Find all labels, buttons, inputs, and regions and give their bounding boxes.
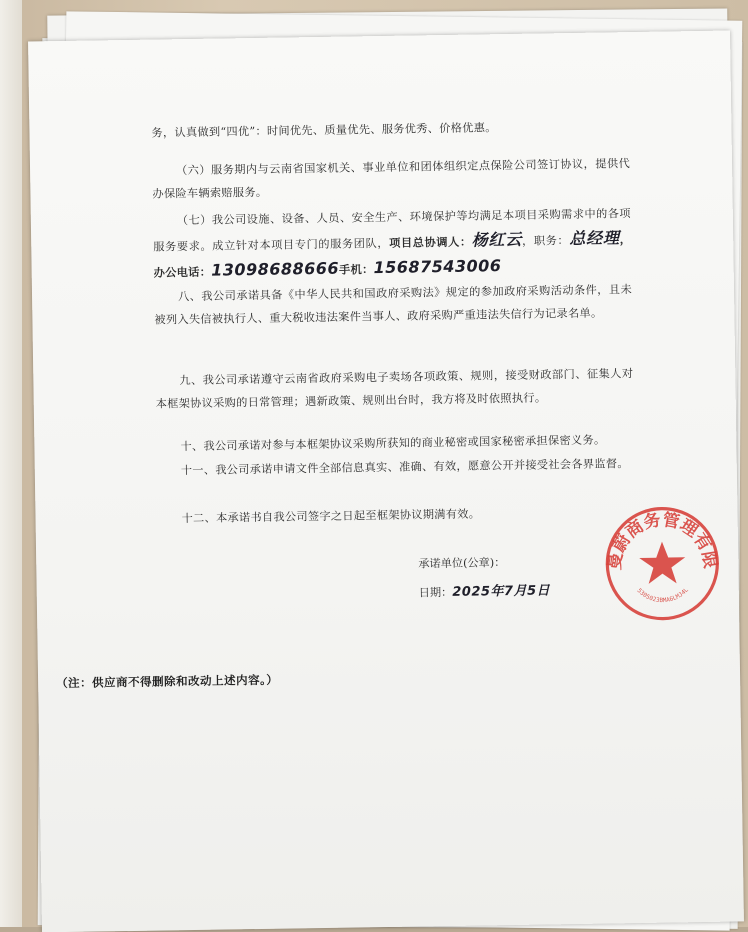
company-seal-stamp [603, 505, 721, 623]
seal-text: 保山曼蔚商务管理有限公司 [604, 510, 721, 572]
left-edge-strip [0, 0, 22, 927]
paragraph-8 [154, 278, 633, 332]
paragraph-12 [157, 500, 635, 531]
paragraph-text: 十二、本承诺书自我公司签字之日起至框架协议期满有效。 [181, 507, 481, 526]
date-line [419, 579, 551, 600]
paragraph-7 [153, 202, 632, 285]
paragraph-text: 十一、我公司承诺申请文件全部信息真实、准确、有效，愿意公开并接受社会各界监督。 [180, 457, 629, 478]
paragraph-text: （七）我公司设施、设备、人员、安全生产、环境保护等均满足本项目采购需求中的各项服务要求。成立针对本项目专门的服务团队， [153, 207, 631, 254]
note-text: （注：供应商不得删除和改动上述内容。） [56, 672, 279, 691]
post-signature: 总经理 [569, 228, 620, 249]
paragraph-text: （六）服务期内与云南省国家机关、事业单位和团体组织定点保险公司签订协议，提供代办保险车辆索赔服务。 [152, 157, 631, 201]
coordinator-label: 项目总协调人： [389, 234, 472, 250]
seal-code: 5305023BMA6LMJ4L [635, 586, 690, 605]
office-phone-value: 13098688666 [210, 258, 340, 280]
mobile-label: 手机： [338, 262, 374, 277]
paragraph-text: 务，认真做到“四优”：时间优先、质量优先、服务优秀、价格优惠。 [151, 121, 497, 140]
office-phone-label: ，办公电话： [153, 232, 632, 280]
paragraph-6 [152, 152, 631, 206]
seal-graphic [603, 505, 721, 623]
signer-label: 承诺单位(公章)： [418, 556, 506, 571]
seal-star-icon [639, 541, 686, 584]
date-label: 日期： [418, 585, 453, 600]
paragraph-text: 十、我公司承诺对参与本框架协议采购所获知的商业秘密或国家秘密承担保密义务。 [180, 433, 606, 454]
document-page [28, 30, 744, 932]
date-handwritten: 2025年7月5日 [452, 583, 551, 600]
paragraph-text: 八、我公司承诺具备《中华人民共和国政府采购法》规定的参加政府采购活动条件，且未被列入失信被执行人、重大税收违法案件当事人、政府采购严重违法失信行为记录名单。 [154, 283, 633, 327]
supplier-note [56, 672, 278, 691]
mobile-value: 15687543006 [373, 256, 502, 278]
post-label: ，职务： [521, 234, 570, 248]
coordinator-signature: 杨红云 [471, 229, 523, 250]
signer-line [418, 554, 505, 571]
paragraph-four-priorities [151, 114, 629, 145]
paragraph-text: 九、我公司承诺遵守云南省政府采购电子卖场各项政策、规则，接受财政部门、征集人对本框架协议采购的日常管理；遇新政策、规则出台时，我方将及时依照执行。 [155, 367, 634, 411]
paragraph-9 [155, 362, 634, 416]
